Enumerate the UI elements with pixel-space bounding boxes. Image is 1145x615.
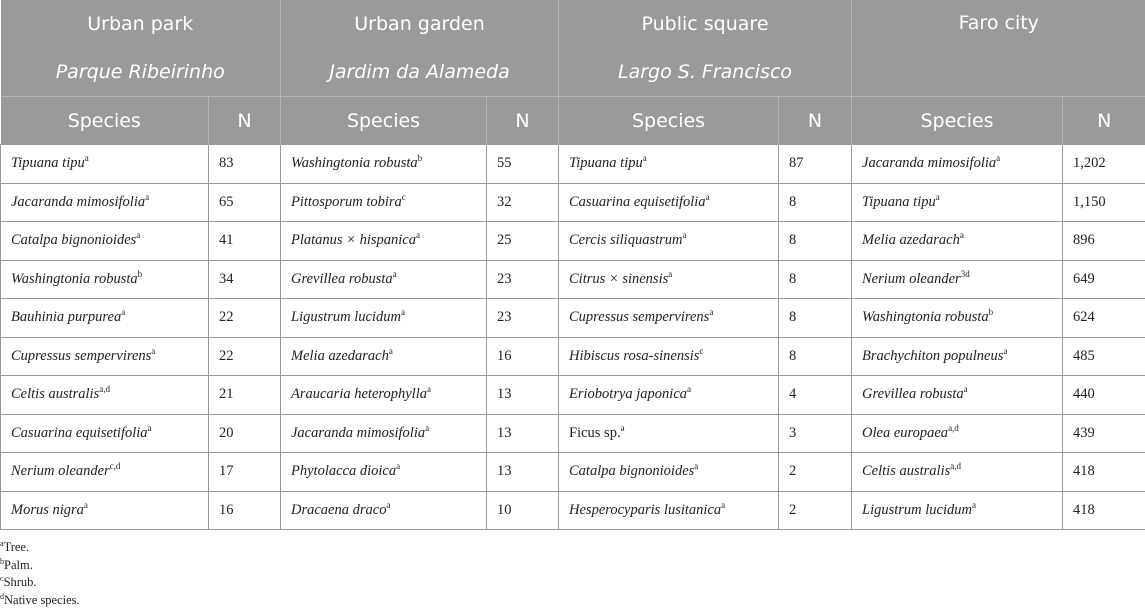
footnote-mark: b: [0, 556, 4, 566]
species-name: Ficus sp.: [569, 424, 621, 441]
col-n-header: N: [209, 97, 281, 145]
count-cell: 418: [1063, 491, 1145, 530]
table-row: [1, 376, 1145, 415]
footnote-mark: a: [1003, 345, 1008, 356]
footnote-mark: 3d: [960, 268, 970, 279]
site-jardim-da-alameda: Jardim da Alameda: [281, 48, 559, 97]
species-cell: [559, 145, 779, 184]
species-name: Cupressus sempervirens: [569, 309, 710, 326]
species-cell: [1, 453, 209, 492]
species-name: Melia azedarach: [862, 232, 960, 249]
species-cell: [281, 337, 487, 376]
category-public-square: Public square: [559, 0, 852, 48]
species-cell: [852, 337, 1063, 376]
species-name: Eriobotrya japonica: [569, 386, 688, 403]
footnote-mark: a: [388, 345, 393, 356]
count-cell: 624: [1063, 299, 1145, 338]
species-name: Araucaria heterophylla: [291, 386, 427, 403]
species-name: Tipuana tipu: [862, 193, 936, 210]
species-cell: [852, 414, 1063, 453]
footnote-mark: d: [0, 591, 4, 601]
footnote-mark: a: [705, 191, 710, 202]
species-name: Jacaranda mimosifolia: [11, 193, 146, 210]
footnote-mark: b: [417, 153, 423, 164]
count-cell: 418: [1063, 453, 1145, 492]
footnote-mark: a: [426, 384, 431, 395]
count-cell: 8: [779, 260, 852, 299]
footnote-mark: a: [386, 499, 391, 510]
count-cell: 23: [487, 299, 559, 338]
species-name: Washingtonia robusta: [11, 270, 138, 287]
species-name: Phytolacca dioica: [291, 463, 397, 480]
count-cell: 1,202: [1063, 145, 1145, 184]
table-row: [1, 299, 1145, 338]
footnote-mark: c,d: [109, 461, 121, 472]
footnote-mark: a: [147, 422, 152, 433]
footnote-mark: a: [0, 538, 4, 548]
count-cell: 10: [487, 491, 559, 530]
count-cell: 485: [1063, 337, 1145, 376]
col-species-header: Species: [559, 97, 779, 145]
species-name: Catalpa bignonioides: [11, 232, 137, 249]
species-name: Celtis australis: [862, 463, 951, 480]
species-name: Washingtonia robusta: [291, 155, 418, 172]
count-cell: 3: [779, 414, 852, 453]
category-faro-city: Faro city: [852, 0, 1145, 97]
species-name: Olea europaea: [862, 424, 949, 441]
species-cell: [852, 145, 1063, 184]
footnote-mark: a: [963, 384, 968, 395]
footnote-mark: c: [401, 191, 406, 202]
species-cell: [852, 299, 1063, 338]
table-row: [1, 337, 1145, 376]
species-cell: [281, 183, 487, 222]
species-cell: [1, 491, 209, 530]
footnote-mark: a: [620, 422, 625, 433]
footnote-mark: a: [721, 499, 726, 510]
species-name: Nerium oleander: [11, 463, 110, 480]
count-cell: 8: [779, 299, 852, 338]
table-row: [1, 260, 1145, 299]
species-cell: [559, 260, 779, 299]
footnote-mark: b: [988, 307, 994, 318]
species-cell: [281, 299, 487, 338]
table-row: [1, 453, 1145, 492]
site-largo-s-francisco: Largo S. Francisco: [559, 48, 852, 97]
count-cell: 439: [1063, 414, 1145, 453]
count-cell: 649: [1063, 260, 1145, 299]
table-body: [1, 145, 1145, 530]
species-cell: [281, 145, 487, 184]
footnote-text: Shrub.: [3, 575, 37, 589]
count-cell: 8: [779, 183, 852, 222]
species-cell: [1, 299, 209, 338]
species-name: Morus nigra: [11, 501, 84, 518]
species-name: Casuarina equisetifolia: [11, 424, 148, 441]
footnote-item: [0, 574, 1145, 592]
col-n-header: N: [779, 97, 852, 145]
count-cell: 22: [209, 299, 281, 338]
count-cell: 13: [487, 453, 559, 492]
species-cell: [1, 145, 209, 184]
species-cell: [1, 183, 209, 222]
species-cell: [852, 491, 1063, 530]
species-cell: [281, 414, 487, 453]
footnote-mark: a: [996, 153, 1001, 164]
species-cell: [1, 260, 209, 299]
count-cell: 83: [209, 145, 281, 184]
footnote-mark: a: [935, 191, 940, 202]
footnote-mark: a: [668, 268, 673, 279]
species-name: Pittosporum tobira: [291, 193, 402, 210]
species-name: Grevillea robusta: [862, 386, 964, 403]
species-name: Hibiscus rosa-sinensis: [569, 347, 700, 364]
footnote-mark: a,d: [950, 461, 961, 472]
species-cell: [1, 376, 209, 415]
species-cell: [852, 260, 1063, 299]
species-name: Citrus × sinensis: [569, 270, 669, 287]
count-cell: 16: [487, 337, 559, 376]
count-cell: 13: [487, 414, 559, 453]
species-name: Tipuana tipu: [569, 155, 643, 172]
count-cell: 23: [487, 260, 559, 299]
count-cell: 8: [779, 337, 852, 376]
count-cell: 34: [209, 260, 281, 299]
count-cell: 20: [209, 414, 281, 453]
footnote-text: Palm.: [4, 557, 33, 572]
count-cell: 25: [487, 222, 559, 261]
table-row: [1, 183, 1145, 222]
footnote-mark: c: [0, 573, 4, 583]
col-species-header: Species: [852, 97, 1063, 145]
count-cell: 65: [209, 183, 281, 222]
footnote-mark: a: [709, 307, 714, 318]
species-cell: [1, 337, 209, 376]
table-row: [1, 222, 1145, 261]
species-cell: [852, 222, 1063, 261]
species-name: Catalpa bignonioides: [569, 463, 695, 480]
species-name: Jacaranda mimosifolia: [291, 424, 426, 441]
count-cell: 32: [487, 183, 559, 222]
species-name: Casuarina equisetifolia: [569, 193, 706, 210]
species-cell: [281, 260, 487, 299]
species-cell: [281, 491, 487, 530]
count-cell: 13: [487, 376, 559, 415]
species-name: Platanus × hispanica: [291, 232, 416, 249]
species-cell: [559, 183, 779, 222]
count-cell: 2: [779, 453, 852, 492]
footnote-mark: a: [121, 307, 126, 318]
species-name: Brachychiton populneus: [862, 347, 1004, 364]
species-name: Cercis siliquastrum: [569, 232, 683, 249]
count-cell: 22: [209, 337, 281, 376]
footnote-mark: a: [415, 230, 420, 241]
category-urban-park: Urban park: [1, 0, 281, 48]
count-cell: 2: [779, 491, 852, 530]
species-cell: [1, 414, 209, 453]
count-cell: 87: [779, 145, 852, 184]
species-name: Grevillea robusta: [291, 270, 393, 287]
species-name: Melia azedarach: [291, 347, 389, 364]
footnote-mark: a: [694, 461, 699, 472]
footnote-mark: c: [699, 345, 704, 356]
count-cell: 8: [779, 222, 852, 261]
species-name: Washingtonia robusta: [862, 309, 989, 326]
species-name: Ligustrum lucidum: [862, 501, 972, 518]
count-cell: 41: [209, 222, 281, 261]
species-cell: [559, 376, 779, 415]
species-cell: [281, 222, 487, 261]
species-name: Hesperocyparis lusitanica: [569, 501, 722, 518]
footnote-text: Tree.: [3, 540, 30, 554]
species-name: Nerium oleander: [862, 270, 961, 287]
footnote-mark: a: [400, 307, 405, 318]
species-cell: [852, 453, 1063, 492]
species-name: Jacaranda mimosifolia: [862, 155, 997, 172]
footnote-mark: a: [84, 153, 89, 164]
count-cell: 1,150: [1063, 183, 1145, 222]
col-species-header: Species: [281, 97, 487, 145]
footnote-mark: a: [145, 191, 150, 202]
count-cell: 896: [1063, 222, 1145, 261]
table-row: [1, 145, 1145, 184]
footnote-mark: a: [687, 384, 692, 395]
count-cell: 21: [209, 376, 281, 415]
species-name: Bauhinia purpurea: [11, 309, 122, 326]
footnote-mark: a: [392, 268, 397, 279]
footnote-mark: a: [136, 230, 141, 241]
site-parque-ribeirinho: Parque Ribeirinho: [1, 48, 281, 97]
species-cell: [559, 337, 779, 376]
footnotes: [0, 530, 1145, 609]
footnote-mark: a: [642, 153, 647, 164]
species-cell: [559, 414, 779, 453]
species-cell: [281, 376, 487, 415]
count-cell: 4: [779, 376, 852, 415]
species-name: Dracaena draco: [291, 501, 387, 518]
category-urban-garden: Urban garden: [281, 0, 559, 48]
footnote-mark: a: [425, 422, 430, 433]
col-n-header: N: [487, 97, 559, 145]
count-cell: 17: [209, 453, 281, 492]
footnote-item: [0, 557, 1145, 575]
footnote-mark: a: [959, 230, 964, 241]
species-cell: [559, 453, 779, 492]
species-cell: [852, 376, 1063, 415]
species-cell: [559, 491, 779, 530]
count-cell: 55: [487, 145, 559, 184]
footnote-mark: a: [396, 461, 401, 472]
table-row: [1, 414, 1145, 453]
footnote-text: Native species.: [4, 592, 80, 607]
species-cell: [281, 453, 487, 492]
count-cell: 440: [1063, 376, 1145, 415]
col-n-header: N: [1063, 97, 1145, 145]
footnote-mark: a: [151, 345, 156, 356]
footnote-mark: a: [682, 230, 687, 241]
species-cell: [852, 183, 1063, 222]
species-name: Celtis australis: [11, 386, 100, 403]
species-cell: [1, 222, 209, 261]
footnote-mark: a,d: [99, 384, 110, 395]
footnote-mark: b: [137, 268, 143, 279]
footnote-item: [0, 592, 1145, 610]
footnote-mark: a: [971, 499, 976, 510]
species-cell: [559, 222, 779, 261]
species-name: Ligustrum lucidum: [291, 309, 401, 326]
footnote-mark: a,d: [948, 422, 959, 433]
table-row: [1, 491, 1145, 530]
col-species-header: Species: [1, 97, 209, 145]
species-cell: [559, 299, 779, 338]
count-cell: 16: [209, 491, 281, 530]
footnote-item: [0, 539, 1145, 557]
species-name: Tipuana tipu: [11, 155, 85, 172]
species-name: Cupressus sempervirens: [11, 347, 152, 364]
footnote-mark: a: [83, 499, 88, 510]
